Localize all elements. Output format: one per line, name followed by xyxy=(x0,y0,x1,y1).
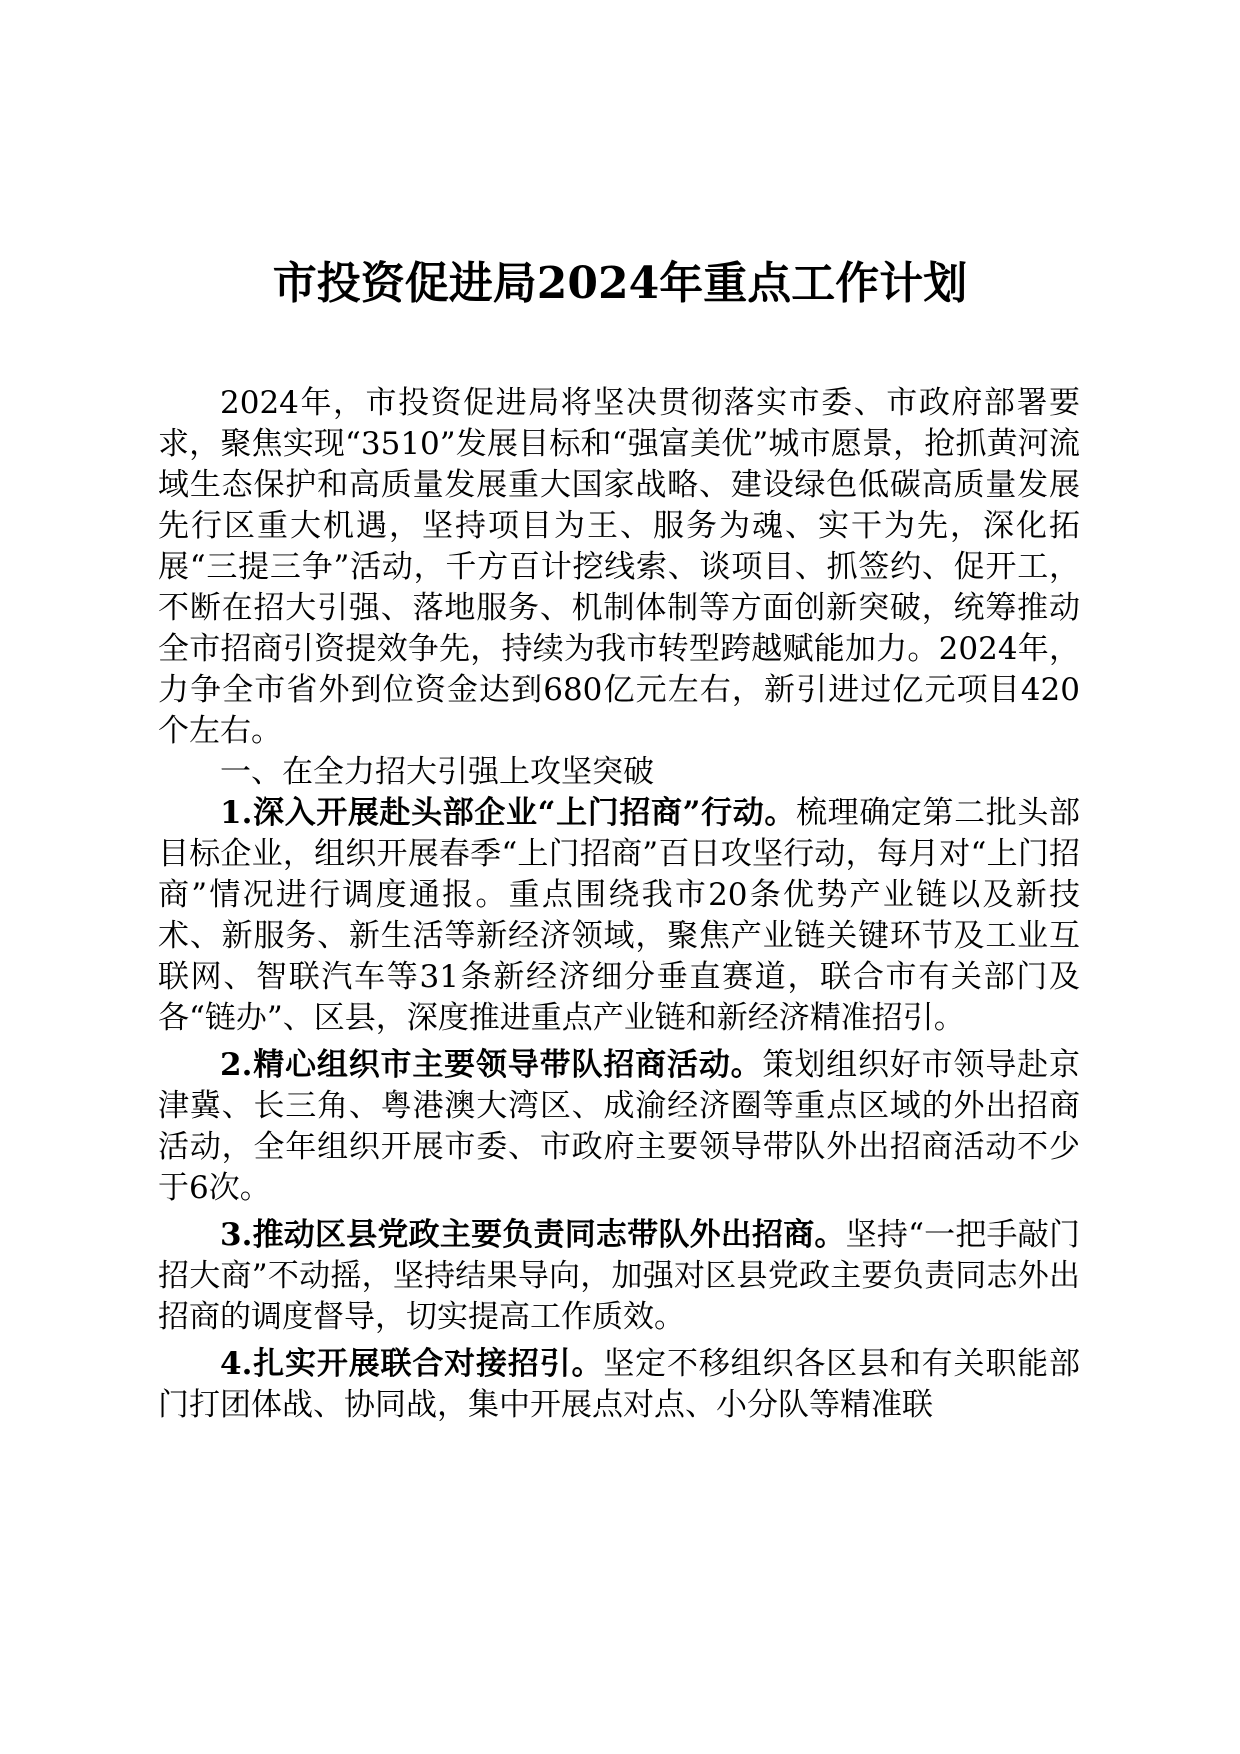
item-text: 坚定不移组织各区县和有关职能部门打团体战、协同战，集中开展点对点、小分队等精准联 xyxy=(158,1346,1080,1423)
section-heading: 一、在全力招大引强上攻坚突破 xyxy=(220,754,654,790)
list-item xyxy=(158,1344,1080,1426)
list-item xyxy=(158,1045,1080,1209)
item-text: 梳理确定第二批头部目标企业，组织开展春季“上门招商”百日攻坚行动，每月对“上门招商”情况进行调度通报。重点围绕我市20条优势产业链以及新技术、新服务、新生活等新经济领域，聚焦产业链关键环节及工业互联网、智联汽车等31条新经济细分垂直赛道，联合市有关部门及各“链办”、区县，深度推进重点产业链和新经济精准招引。 xyxy=(158,795,1080,1036)
item-lead: 2.精心组织市主要领导带队招商活动。 xyxy=(220,1047,763,1083)
intro-paragraph: 2024年，市投资促进局将坚决贯彻落实市委、市政府部署要求，聚焦实现“3510”发展目标和“强富美优”城市愿景，抢抓黄河流域生态保护和高质量发展重大国家战略、建设绿色低碳高质量发展先行区重大机遇，坚持项目为王、服务为魂、实干为先，深化拓展“三提三争”活动，千方百计挖线索、谈项目、抓签约、促开工，不断在招大引强、落地服务、机制体制等方面创新突破，统筹推动全市招商引资提效争先，持续为我市转型跨越赋能加力。2024年，力争全市省外到位资金达到680亿元左右，新引进过亿元项目420个左右。 xyxy=(158,385,1080,749)
item-text: 坚持“一把手敲门招大商”不动摇，坚持结果导向，加强对区县党政主要负责同志外出招商的调度督导，切实提高工作质效。 xyxy=(158,1217,1080,1335)
document-body xyxy=(158,383,1080,1426)
list-item xyxy=(158,1215,1080,1338)
page-title: 市投资促进局2024年重点工作计划 xyxy=(272,258,968,309)
list-item xyxy=(158,793,1080,1039)
item-lead: 1.深入开展赴头部企业“上门招商”行动。 xyxy=(220,795,796,831)
item-lead: 4.扎实开展联合对接招引。 xyxy=(220,1346,604,1382)
item-lead: 3.推动区县党政主要负责同志带队外出招商。 xyxy=(220,1217,846,1253)
item-text: 策划组织好市领导赴京津冀、长三角、粤港澳大湾区、成渝经济圈等重点区域的外出招商活动，全年组织开展市委、市政府主要领导带队外出招商活动不少于6次。 xyxy=(158,1047,1080,1206)
